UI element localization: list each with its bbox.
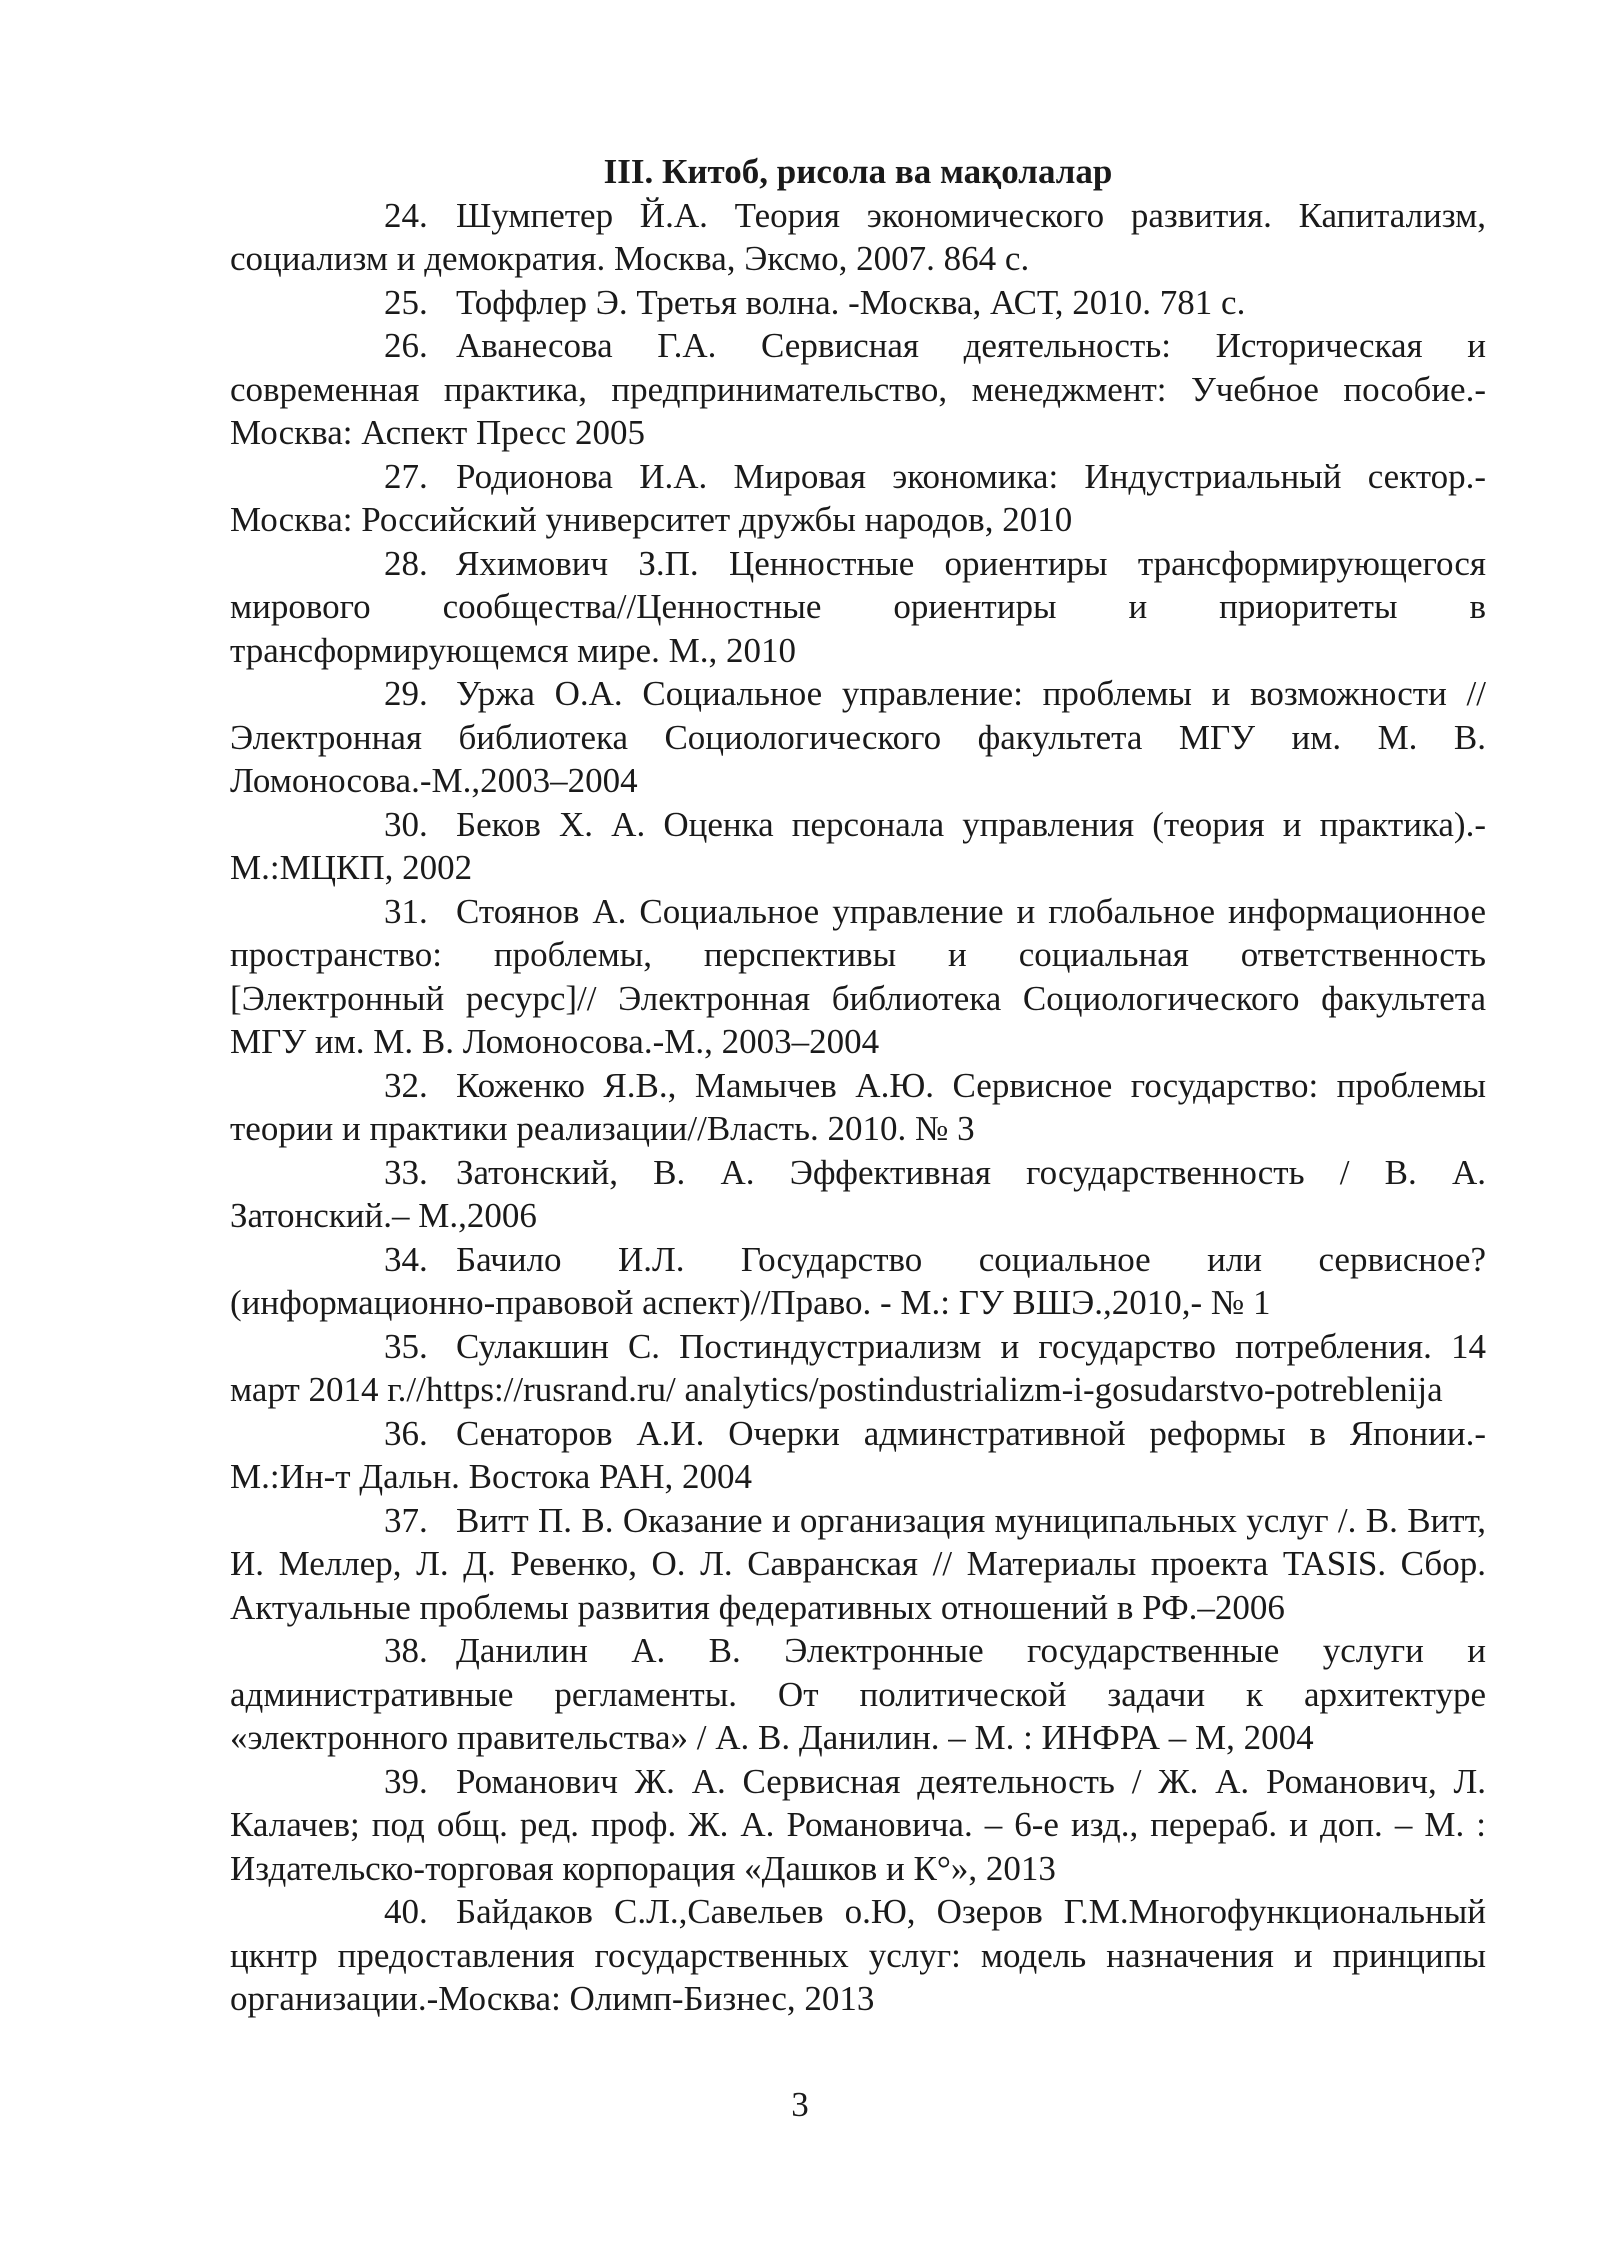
reference-item [230, 455, 1486, 542]
reference-number: 40. [384, 1892, 428, 1931]
reference-text: Байдаков С.Л.,Савельев о.Ю, Озеров Г.М.Многофункциональный цкнтр предоставления государственных услуг: модель назначения и принципы организации.-Москва: Олимп-Бизнес, 2013 [230, 1892, 1486, 2018]
reference-item [230, 542, 1486, 673]
reference-text: Уржа О.А. Социальное управление: проблемы и возможности // Электронная библиотека Социологического факультета МГУ им. М. В. Ломоносова.-М.,2003–2004 [230, 674, 1486, 800]
reference-number: 33. [384, 1152, 428, 1192]
reference-item [230, 1412, 1486, 1499]
reference-text: Шумпетер Й.А. Теория экономического развития. Капитализм, социализм и демократия. Москва, Эксмо, 2007. 864 с. [230, 195, 1486, 278]
reference-number: 36. [384, 1413, 428, 1453]
reference-number: 26. [384, 326, 428, 365]
reference-text: Тоффлер Э. Третья волна. -Москва, АСТ, 2010. 781 с. [456, 282, 1246, 322]
reference-item [230, 1760, 1486, 1891]
reference-number: 38. [384, 1631, 428, 1670]
reference-number: 24. [384, 195, 428, 235]
reference-item [230, 281, 1486, 325]
reference-number: 29. [384, 674, 428, 713]
reference-text: Родионова И.А. Мировая экономика: Индустриальный сектор.-Москва: Российский университет дружбы народов, 2010 [230, 456, 1486, 539]
reference-item [230, 1151, 1486, 1238]
page-number: 3 [791, 2085, 809, 2124]
reference-item [230, 1629, 1486, 1760]
reference-item [230, 890, 1486, 1064]
reference-item [230, 1499, 1486, 1630]
reference-number: 28. [384, 543, 428, 583]
reference-number: 32. [384, 1065, 428, 1105]
reference-item [230, 803, 1486, 890]
reference-number: 34. [384, 1239, 428, 1279]
reference-number: 35. [384, 1326, 428, 1366]
reference-number: 31. [384, 891, 428, 931]
reference-number: 27. [384, 456, 428, 496]
reference-number: 30. [384, 804, 428, 844]
reference-item [230, 194, 1486, 281]
reference-item [230, 1890, 1486, 2021]
reference-item [230, 1238, 1486, 1325]
reference-text: Яхимович З.П. Ценностные ориентиры трансформирующегося мирового сообщества//Ценностные ориентиры и приоритеты в трансформирующемся мире. М., 2010 [230, 543, 1486, 670]
document-page [230, 150, 1486, 2021]
reference-text: Сулакшин С. Постиндустриализм и государство потребления. 14 март 2014 г.//https://rusrand.ru/ analytics/postindustrializm-i-gosudarstvo-potreblenija [230, 1326, 1486, 1409]
reference-text: Бачило И.Л. Государство социальное или сервисное? (информационно-правовой аспект)//Право. - М.: ГУ ВШЭ.,2010,- № 1 [230, 1239, 1486, 1322]
reference-text: Сенаторов А.И. Очерки админстративной реформы в Японии.-М.:Ин-т Дальн. Востока РАН, 2004 [230, 1413, 1486, 1496]
reference-number: 37. [384, 1500, 428, 1540]
reference-text: Данилин А. В. Электронные государственные услуги и административные регламенты. От политической задачи к архитектуре «электронного правительства» / А. В. Данилин. – М. : ИНФРА – М, 2004 [230, 1631, 1486, 1757]
reference-text: Затонский, В. А. Эффективная государственность / В. А. Затонский.– М.,2006 [230, 1152, 1486, 1235]
reference-text: Коженко Я.В., Мамычев А.Ю. Сервисное государство: проблемы теории и практики реализации//Власть. 2010. № 3 [230, 1065, 1486, 1148]
reference-item [230, 1325, 1486, 1412]
reference-item [230, 324, 1486, 455]
reference-text: Беков Х. А. Оценка персонала управления (теория и практика).-М.:МЦКП, 2002 [230, 804, 1486, 887]
reference-number: 39. [384, 1761, 428, 1801]
reference-text: Стоянов А. Социальное управление и глобальное информационное пространство: проблемы, перспективы и социальная ответственность [Электронный ресурс]// Электронная библиотека Социологического факультета МГУ им. М. В. Ломоносова.-М., 2003–2004 [230, 891, 1486, 1061]
reference-item [230, 672, 1486, 803]
reference-number: 25. [384, 282, 428, 322]
reference-text: Витт П. В. Оказание и организация муниципальных услуг /. В. Витт, И. Меллер, Л. Д. Ревенко, О. Л. Савранская // Материалы проекта TASIS. Сбор. Актуальные проблемы развития федеративных отношений в РФ.–2006 [230, 1500, 1486, 1627]
reference-text: Романович Ж. А. Сервисная деятельность / Ж. А. Романович, Л. Калачев; под общ. ред. проф. Ж. А. Романовича. – 6-е изд., перераб. и доп. – М. : Издательско-торговая корпорация «Дашков и К°», 2013 [230, 1761, 1486, 1888]
reference-list [230, 194, 1486, 2021]
reference-text: Аванесова Г.А. Сервисная деятельность: Историческая и современная практика, предпринимательство, менеджмент: Учебное пособие.-Москва: Аспект Пресс 2005 [230, 326, 1486, 452]
reference-item [230, 1064, 1486, 1151]
section-heading: III. Китоб, рисола ва мақолалар [603, 152, 1113, 191]
